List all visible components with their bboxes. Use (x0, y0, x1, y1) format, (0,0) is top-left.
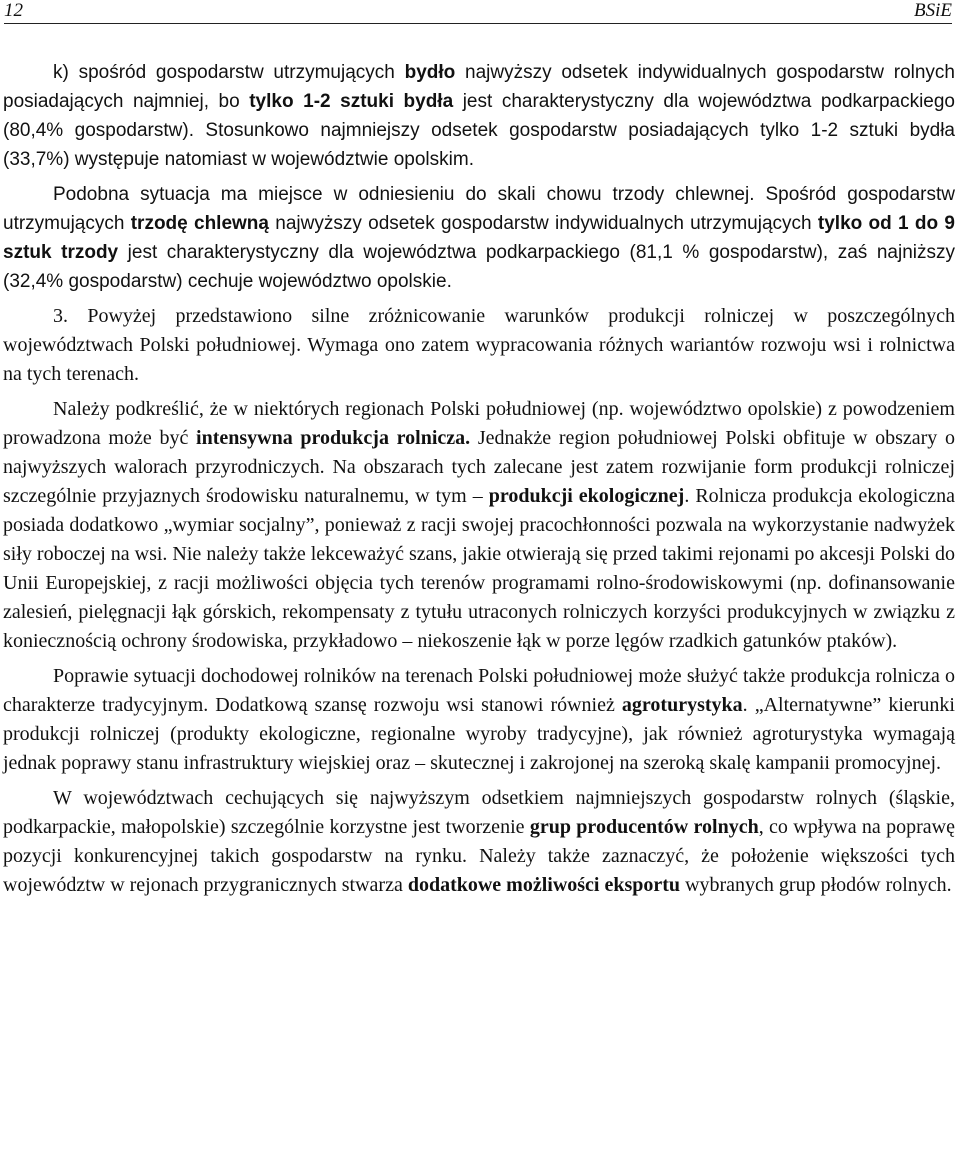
text-run: W województwach cechujących się najwyższym odsetkiem najmniejszych gospodarstw rolnych (śląskie, podkarpackie, małopolskie) szczególnie korzystne jest tworzenie (3, 787, 955, 838)
text-run: jest charakterystyczny dla województwa podkarpackiego (81,1 % gospodarstw), zaś najniższy (32,4% gospodarstw) cechuje województwo opolskie. (3, 242, 955, 292)
bold-term: intensywna produkcja rolnicza. (196, 427, 471, 449)
text-run: . Rolnicza produkcja ekologiczna posiada dodatkowo „wymiar socjalny”, ponieważ z racji swojej pracochłonności pozwala na wykorzystanie nadwyżek siły roboczej na wsi. Nie należy także lekceważyć szans, jakie otwierają się przed takimi rejonami po akcesji Polski do Unii Europejskiej, z racji możliwości objęcia tych terenów programami rolno-środowiskowymi (np. dofinansowanie zalesień, pielęgnacji łąk górskich, rekompensaty z tytułu utraconych rolniczych korzyści produkcyjnych w związku z koniecznością ochrony środowiska, przykładowo – niekoszenie łąk w porze lęgów rzadkich gatunków ptaków). (3, 485, 955, 652)
paragraph-producer-groups (3, 784, 955, 900)
text-run: najwyższy odsetek gospodarstw indywidualnych utrzymujących (269, 213, 818, 234)
bold-term: tylko 1-2 sztuki bydła (249, 91, 454, 112)
text-run: Podobna sytuacja ma miejsce w odniesieniu do skali chowu trzody chlewnej. Spośród gospodarstw utrzymujących (3, 184, 955, 234)
page-header (0, 0, 960, 24)
bold-term: agroturystyka (621, 694, 743, 716)
document-body (3, 58, 955, 900)
paragraph-agrotourism (3, 662, 955, 778)
text-run: jest charakterystyczny dla województwa podkarpackiego (80,4% gospodarstw). Stosunkowo najmniejszy odsetek gospodarstw posiadających tylko 1-2 sztuki bydła (33,7%) występuje natomiast w województwie opolskim. (3, 91, 956, 170)
running-title: BSiE (914, 0, 952, 21)
text-run: najwyższy odsetek indywidualnych gospodarstw rolnych posiadających najmniej, bo (3, 62, 955, 112)
text-run: Poprawie sytuacji dochodowej rolników na terenach Polski południowej może służyć także produkcja rolnicza o charakterze tradycyjnym. Dodatkową szansę rozwoju wsi stanowi również (3, 665, 955, 716)
text-run: Jednakże region południowej Polski obfituje w obszary o najwyższych walorach przyrodniczych. Na obszarach tych zalecane jest zatem rozwijanie form produkcji rolniczej szczególnie przyjaznych środowisku naturalnemu, w tym – (3, 427, 956, 507)
text-run: , co wpływa na poprawę pozycji konkurencyjnej takich gospodarstw na rynku. Należy także zaznaczyć, że położenie większości tych województw w rejonach przygranicznych stwarza (3, 816, 956, 896)
paragraph-conclusion-3 (3, 302, 955, 389)
page-number: 12 (4, 0, 23, 21)
bold-term: produkcji ekologicznej (488, 485, 685, 507)
bold-term: dodatkowe możliwości eksportu (407, 874, 681, 896)
header-rule (4, 23, 952, 24)
paragraph-ecological (3, 395, 955, 656)
text-run: Należy podkreślić, że w niektórych regionach Polski południowej (np. województwo opolskie) z powodzeniem prowadzona może być (3, 398, 955, 449)
text-run: . „Alternatywne” kierunki produkcji rolniczej (produkty ekologiczne, regionalne wyroby tradycyjne), jak również agroturystyka wymagają jednak poprawy stanu infrastruktury wiejskiej oraz – skutecznej i zakrojonej na szeroką skalę kampanii promocyjnej. (3, 694, 955, 774)
text-run: k) spośród gospodarstw utrzymujących (53, 62, 405, 83)
bold-term: grup producentów rolnych (529, 816, 759, 838)
paragraph-cattle (3, 58, 955, 174)
bold-term: trzodę chlewną (130, 213, 269, 234)
text-run: wybranych grup płodów rolnych. (680, 874, 952, 896)
bold-term: bydło (404, 62, 456, 83)
bold-term: tylko od 1 do 9 sztuk trzody (3, 213, 955, 263)
text-run: 3. Powyżej przedstawiono silne zróżnicowanie warunków produkcji rolniczej w poszczególnych województwach Polski południowej. Wymaga ono zatem wypracowania różnych wariantów rozwoju wsi i rolnictwa na tych terenach. (3, 305, 955, 385)
paragraph-pigs (3, 180, 955, 296)
